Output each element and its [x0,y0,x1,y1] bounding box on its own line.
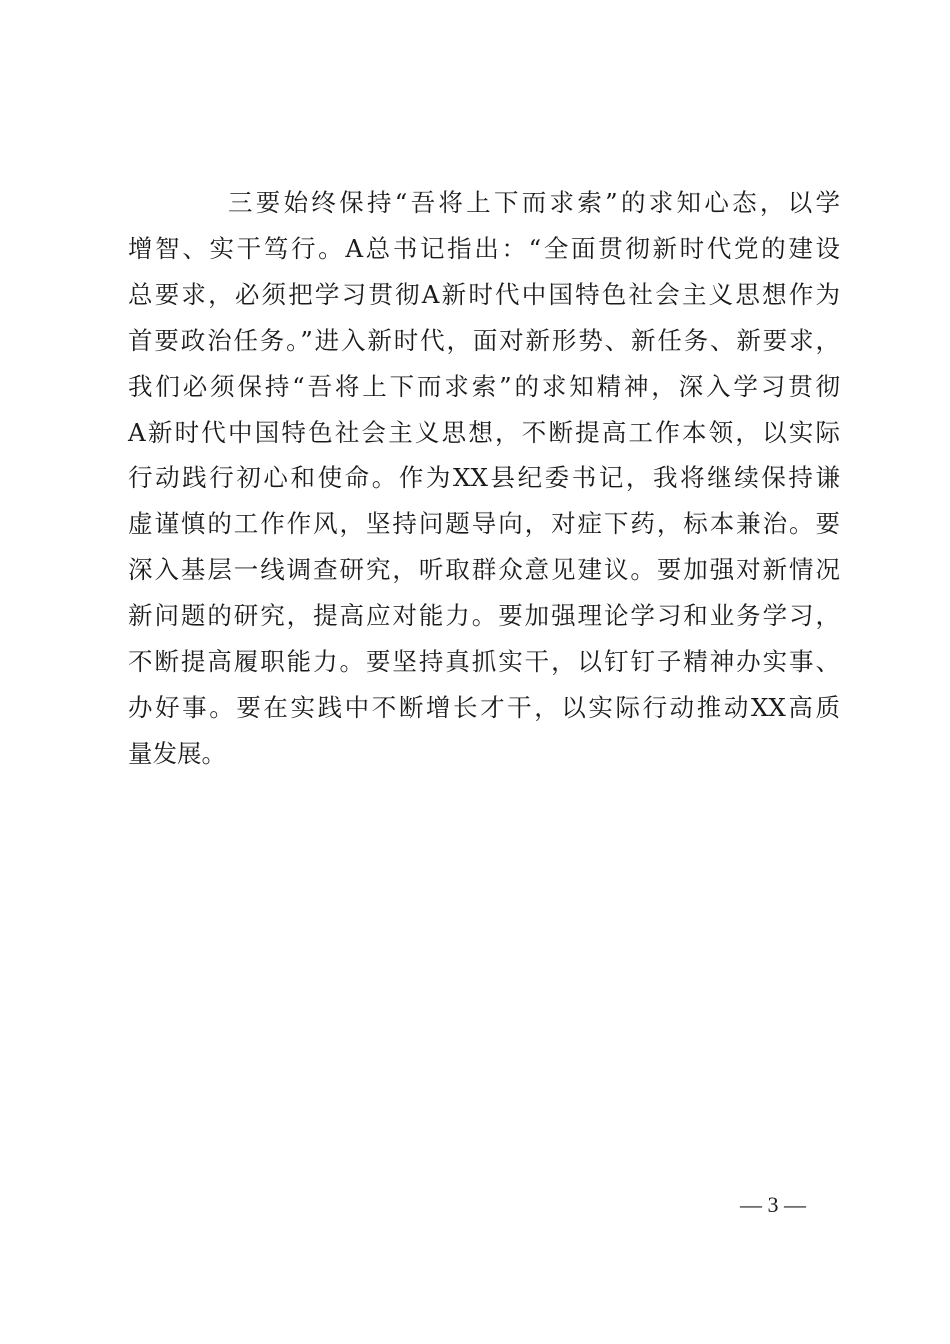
paragraph-line: 我们必须保持“吾将上下而求索”的求知精神，深入学习贯彻 [128,371,840,401]
paragraph-line: 虚谨慎的工作作风，坚持问题导向，对症下药，标本兼治。要 [128,509,840,539]
paragraph-line: 增智、实干笃行。A总书记指出：“全面贯彻新时代党的建设 [128,233,840,263]
paragraph-line: 三要始终保持“吾将上下而求索”的求知心态，以学 [228,188,840,217]
paragraph-line: 量发展。 [128,738,226,768]
paragraph-line: 不断提高履职能力。要坚持真抓实干，以钉钉子精神办实事、 [128,647,840,677]
paragraph-line: 总要求，必须把学习贯彻A新时代中国特色社会主义思想作为 [128,279,840,309]
paragraph-line: 行动践行初心和使命。作为XX县纪委书记，我将继续保持谦 [128,463,840,493]
page-number: — 3 — [740,1192,806,1217]
paragraph-line: 首要政治任务。”进入新时代，面对新形势、新任务、新要求， [128,325,840,355]
paragraph-line: 办好事。要在实践中不断增长才干，以实际行动推动XX高质 [128,692,840,722]
body-paragraph [128,180,840,777]
paragraph-line: 深入基层一线调查研究，听取群众意见建议。要加强对新情况 [128,555,840,585]
paragraph-line: A新时代中国特色社会主义思想，不断提高工作本领，以实际 [128,417,840,447]
paragraph-line: 新问题的研究，提高应对能力。要加强理论学习和业务学习， [128,601,840,631]
